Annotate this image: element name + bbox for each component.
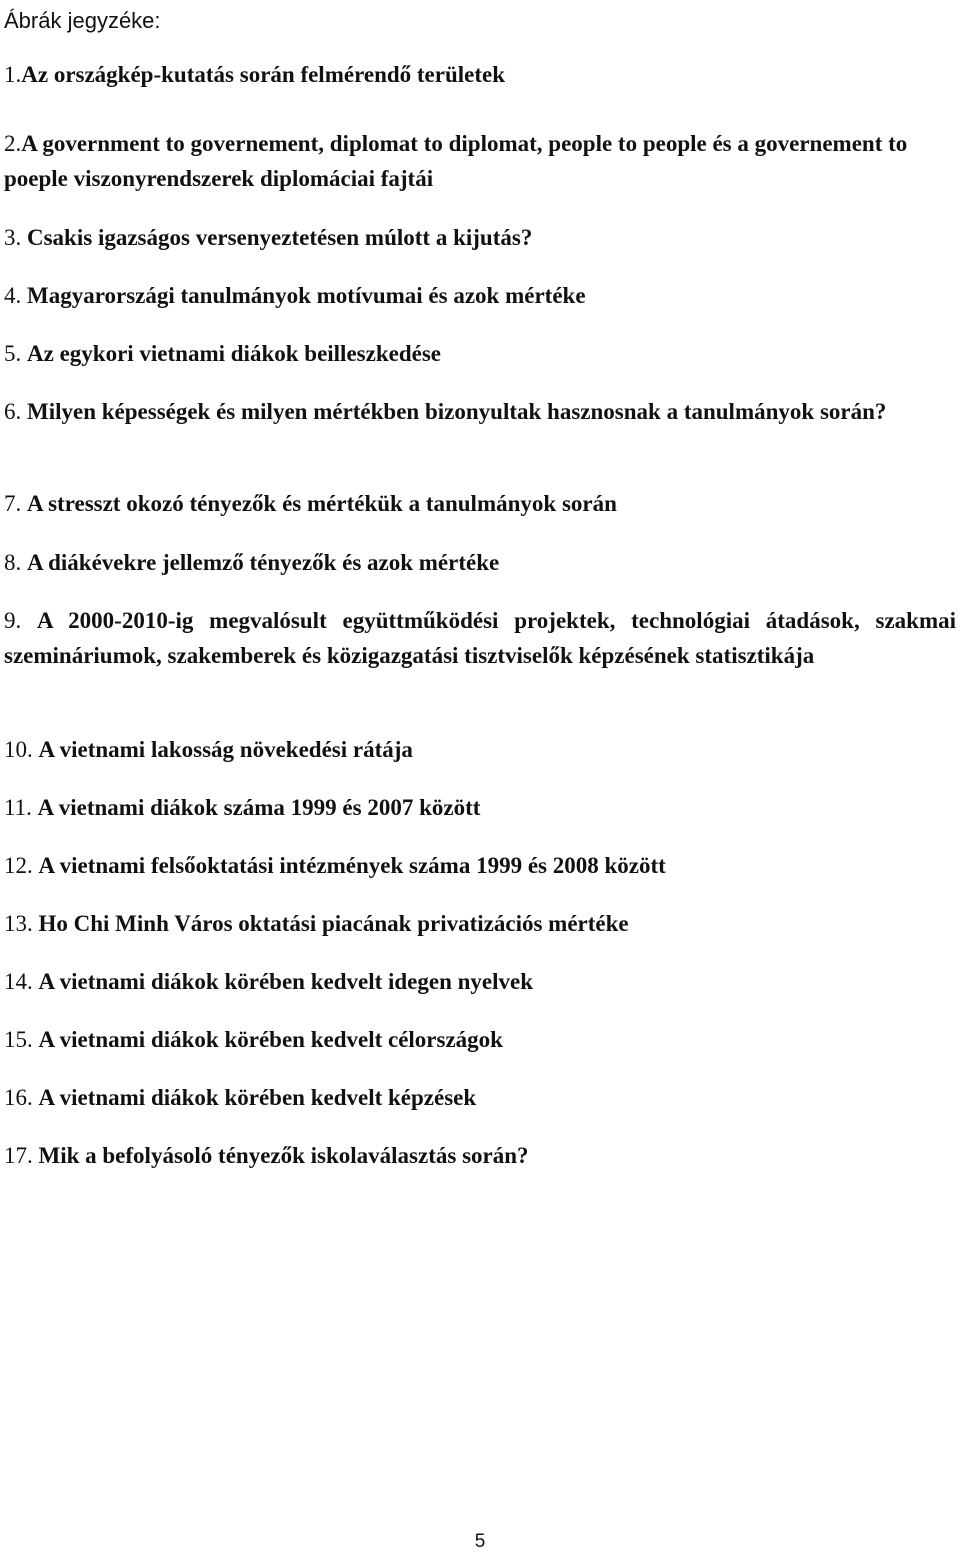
- figure-entry-9: [4, 603, 956, 673]
- figure-entry-10: [4, 732, 956, 767]
- figure-number: 2.: [4, 131, 22, 156]
- figure-entry-16: [4, 1080, 956, 1115]
- figure-number: 14.: [4, 969, 39, 994]
- figure-title: Milyen képességek és milyen mértékben bizonyultak hasznosnak a tanulmányok során?: [27, 399, 887, 424]
- figure-entry-15: [4, 1022, 956, 1057]
- figure-number: 7.: [4, 491, 27, 516]
- figure-number: 10.: [4, 737, 39, 762]
- figure-number: 5.: [4, 341, 27, 366]
- figure-number: 8.: [4, 550, 27, 575]
- figure-number: 13.: [4, 911, 39, 936]
- figure-title: A vietnami diákok száma 1999 és 2007 között: [37, 795, 481, 820]
- figure-number: 15.: [4, 1027, 39, 1052]
- figure-title: A vietnami lakosság növekedési rátája: [38, 737, 413, 762]
- figure-title: A vietnami diákok körében kedvelt célországok: [38, 1027, 503, 1052]
- figure-number: 12.: [4, 853, 39, 878]
- figure-title: Ho Chi Minh Város oktatási piacának privatizációs mértéke: [38, 911, 629, 936]
- figure-title: A vietnami diákok körében kedvelt idegen nyelvek: [38, 969, 534, 994]
- figure-entry-12: [4, 848, 956, 883]
- figure-number: 17.: [4, 1143, 39, 1168]
- figure-number: 11.: [4, 795, 38, 820]
- page-number: 5: [474, 1531, 486, 1552]
- figure-title: Az egykori vietnami diákok beilleszkedése: [27, 341, 441, 366]
- figure-title: A vietnami felsőoktatási intézmények száma 1999 és 2008 között: [38, 853, 666, 878]
- figure-entry-7: [4, 486, 956, 521]
- figure-entry-6: [4, 394, 956, 429]
- figure-title: A government to governement, diplomat to diplomat, people to people és a governement to poeple viszonyrendszerek diplomáciai fajtái: [4, 131, 908, 191]
- figure-entry-2: [4, 126, 956, 196]
- figure-title: Csakis igazságos versenyeztetésen múlott a kijutás?: [27, 225, 533, 250]
- figure-entry-4: [4, 278, 956, 313]
- figure-number: 4.: [4, 283, 27, 308]
- figure-entry-11: [4, 790, 956, 825]
- figure-number: 6.: [4, 399, 27, 424]
- figure-title: Magyarországi tanulmányok motívumai és azok mértéke: [27, 283, 586, 308]
- figure-entry-8: [4, 545, 956, 580]
- figure-entry-5: [4, 336, 956, 371]
- figure-entry-3: [4, 220, 956, 255]
- figure-entry-1: [4, 57, 956, 92]
- figure-entry-13: [4, 906, 956, 941]
- figure-title: A diákévekre jellemző tényezők és azok mértéke: [27, 550, 500, 575]
- figure-title: A 2000-2010-ig megvalósult együttműködési projektek, technológiai átadások, szakmai szemináriumok, szakemberek és közigazgatási tisztviselők képzésének statisztikája: [4, 608, 956, 668]
- figure-number: 16.: [4, 1085, 39, 1110]
- figure-title: Az országkép-kutatás során felmérendő területek: [21, 62, 506, 87]
- figure-number: 1.: [4, 62, 22, 87]
- figure-title: A vietnami diákok körében kedvelt képzések: [38, 1085, 477, 1110]
- figure-entry-17: [4, 1138, 956, 1173]
- figure-title: A stresszt okozó tényezők és mértékük a tanulmányok során: [27, 491, 617, 516]
- figure-number: 9.: [4, 608, 38, 633]
- figure-number: 3.: [4, 225, 27, 250]
- list-of-figures-heading: Ábrák jegyzéke:: [4, 8, 161, 33]
- figure-entry-14: [4, 964, 956, 999]
- figure-title: Mik a befolyásoló tényezők iskolaválasztás során?: [38, 1143, 529, 1168]
